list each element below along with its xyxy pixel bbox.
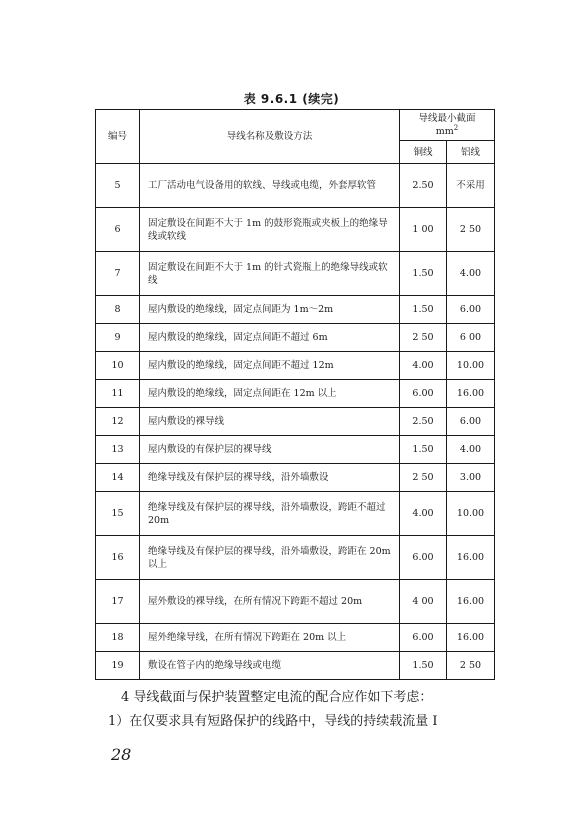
row-aluminum-value: 2 50 (447, 208, 495, 252)
row-description: 固定敷设在间距不大于 1m 的针式瓷瓶上的绝缘导线或软线 (140, 252, 400, 296)
row-description: 屋内敷设的绝缘线，固定点间距在 12m 以上 (140, 380, 400, 408)
row-description: 敷设在管子内的绝缘导线或电缆 (140, 652, 400, 680)
row-copper-value: 2.50 (400, 408, 447, 436)
row-copper-value: 1.50 (400, 652, 447, 680)
row-aluminum-value: 16.00 (447, 624, 495, 652)
row-description: 屋外敷设的裸导线，在所有情况下跨距不超过 20m (140, 580, 400, 624)
row-description: 屋内敷设的绝缘线，固定点间距不超过 12m (140, 352, 400, 380)
table-caption: 表 9.6.1 (续完) (243, 92, 340, 106)
row-aluminum-value: 16.00 (447, 580, 495, 624)
header-copper: 铜线 (400, 141, 447, 164)
row-copper-value: 1.50 (400, 296, 447, 324)
table-row (96, 324, 495, 352)
row-number: 5 (96, 164, 140, 208)
row-aluminum-value: 6.00 (447, 296, 495, 324)
row-description: 绝缘导线及有保护层的裸导线，沿外墙敷设 (140, 464, 400, 492)
table-row (96, 380, 495, 408)
row-copper-value: 4 00 (400, 580, 447, 624)
table-row (96, 624, 495, 652)
row-copper-value: 6.00 (400, 624, 447, 652)
row-copper-value: 2 50 (400, 464, 447, 492)
unit-base: mm (435, 126, 454, 137)
row-number: 9 (96, 324, 140, 352)
row-number: 13 (96, 436, 140, 464)
header-aluminum: 铝线 (447, 141, 495, 164)
row-copper-value: 6.00 (400, 536, 447, 580)
row-aluminum-value: 不采用 (447, 164, 495, 208)
wire-section-table (95, 109, 495, 680)
table-row (96, 536, 495, 580)
row-description: 屋外绝缘导线，在所有情况下跨距在 20m 以上 (140, 624, 400, 652)
row-copper-value: 6.00 (400, 380, 447, 408)
row-aluminum-value: 3.00 (447, 464, 495, 492)
row-copper-value: 4.00 (400, 492, 447, 536)
row-copper-value: 2 50 (400, 324, 447, 352)
row-description: 工厂活动电气设备用的软线、导线或电缆，外套厚软管 (140, 164, 400, 208)
row-copper-value: 2.50 (400, 164, 447, 208)
row-description: 绝缘导线及有保护层的裸导线，沿外墙敷设，跨距在 20m 以上 (140, 536, 400, 580)
row-number: 8 (96, 296, 140, 324)
row-aluminum-value: 4.00 (447, 252, 495, 296)
row-aluminum-value: 6.00 (447, 408, 495, 436)
row-number: 10 (96, 352, 140, 380)
table-row (96, 208, 495, 252)
row-number: 19 (96, 652, 140, 680)
row-copper-value: 1.50 (400, 436, 447, 464)
page-number: 28 (111, 745, 132, 764)
row-copper-value: 1.50 (400, 252, 447, 296)
table-row (96, 252, 495, 296)
table-row (96, 408, 495, 436)
row-aluminum-value: 10.00 (447, 492, 495, 536)
row-aluminum-value: 2 50 (447, 652, 495, 680)
header-number: 编号 (96, 110, 140, 164)
row-number: 11 (96, 380, 140, 408)
row-number: 17 (96, 580, 140, 624)
paragraph-clause-4: 4 导线截面与保护装置整定电流的配合应作如下考虑： (121, 690, 433, 705)
paragraph-item-1: 1）在仅要求具有短路保护的线路中，导线的持续载流量 I (108, 714, 438, 729)
table-row (96, 436, 495, 464)
header-description: 导线名称及敷设方法 (140, 110, 400, 164)
header-min-section (400, 110, 495, 141)
row-aluminum-value: 6 00 (447, 324, 495, 352)
row-number: 18 (96, 624, 140, 652)
row-description: 屋内敷设的绝缘线，固定点间距为 1m～2m (140, 296, 400, 324)
row-number: 12 (96, 408, 140, 436)
row-copper-value: 1 00 (400, 208, 447, 252)
header-unit (404, 125, 490, 138)
table-row (96, 352, 495, 380)
row-description: 屋内敷设的有保护层的裸导线 (140, 436, 400, 464)
row-aluminum-value: 16.00 (447, 380, 495, 408)
table-row (96, 464, 495, 492)
row-description: 屋内敷设的绝缘线，固定点间距不超过 6m (140, 324, 400, 352)
unit-exponent: 2 (453, 123, 459, 132)
row-number: 16 (96, 536, 140, 580)
table-row (96, 296, 495, 324)
header-min-section-label: 导线最小截面 (418, 113, 476, 124)
row-number: 6 (96, 208, 140, 252)
table-row (96, 652, 495, 680)
table-row (96, 164, 495, 208)
row-aluminum-value: 10.00 (447, 352, 495, 380)
row-description: 固定敷设在间距不大于 1m 的鼓形瓷瓶或夹板上的绝缘导线或软线 (140, 208, 400, 252)
row-aluminum-value: 4.00 (447, 436, 495, 464)
row-number: 7 (96, 252, 140, 296)
table-row (96, 580, 495, 624)
row-number: 15 (96, 492, 140, 536)
table-row (96, 492, 495, 536)
row-description: 绝缘导线及有保护层的裸导线，沿外墙敷设，跨距不超过 20m (140, 492, 400, 536)
row-aluminum-value: 16.00 (447, 536, 495, 580)
row-copper-value: 4.00 (400, 352, 447, 380)
row-number: 14 (96, 464, 140, 492)
row-description: 屋内敷设的裸导线 (140, 408, 400, 436)
